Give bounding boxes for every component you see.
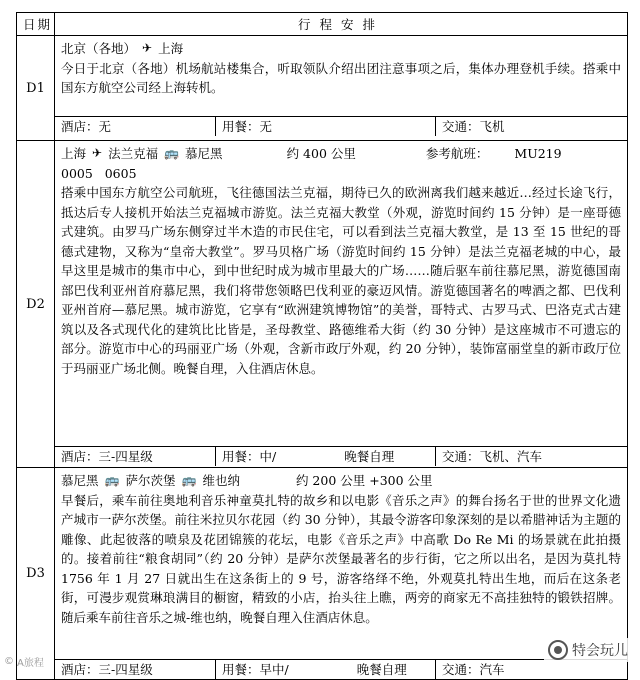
- day-content: [55, 468, 628, 680]
- route-a: 慕尼黑: [61, 473, 99, 488]
- meal-text: 用餐：早中/: [222, 662, 289, 677]
- watermark-right: [544, 638, 632, 662]
- transport-info: 交通：汽车: [435, 660, 627, 679]
- day-row-d3: [17, 468, 628, 680]
- day-meta: [55, 659, 627, 679]
- bus-icon: 🚌: [164, 146, 180, 160]
- meal-text: 用餐：中/: [222, 449, 277, 464]
- day-label: D3: [17, 468, 55, 680]
- header-row: [17, 13, 628, 36]
- route-b: 法兰克福: [108, 146, 159, 161]
- day-row-d1: [17, 36, 628, 141]
- header-day: 日期: [17, 13, 55, 36]
- flight-label: 参考航班：: [425, 146, 489, 161]
- route-c: 维也纳: [202, 473, 240, 488]
- route-line: [61, 471, 621, 491]
- day-row-d2: [17, 141, 628, 468]
- itinerary-table: [16, 12, 628, 680]
- route-line: [61, 144, 621, 164]
- route-distance: 约 400 公里: [286, 146, 356, 161]
- flight-number: MU219: [514, 146, 562, 161]
- route-line: [61, 39, 621, 59]
- day-description: 搭乘中国东方航空公司航班，飞往德国法兰克福，期待已久的欧洲离我们越来越近…经过长途飞行，抵达后专人接机开始法兰克福城市游览。法兰克福大教堂（外观，游览时间约 15 分钟）是一座哥德式建筑。由罗马广场东侧穿过半木造的市民住宅，可以看到法兰克福大教堂，是 13 至 15 世纪的哥德式建物，又称为“皇帝大教堂”。罗马贝格广场（游览时间约 15 分钟）是法兰克福老城的中心，最早这里是城市的集市中心，到中世纪时成为城市里最大的广场……随后驱车前往慕尼黑，游览德国南部巴伐利亚州首府慕尼黑，我们将带您领略巴伐利亚的豪迈风情。游览德国著名的啤酒之都、巴伐利亚州首府—慕尼黑。城市游览，它享有“欧洲建筑博物馆”的美誉，哥特式、古罗马式、巴洛克式古建筑以及各式现代化的建筑比比皆是，圣母教堂、路德维希大街（约 30 分钟）是这座城市不可遗忘的部分。游览市中心的玛丽亚广场（外观，含新市政厅外观，约 20 分钟），装饰富丽堂皇的新市政厅位于玛丽亚广场北侧。晚餐自理，入住酒店休息。: [61, 185, 621, 376]
- meal-text: 用餐：无: [222, 119, 273, 134]
- day-label: D1: [17, 36, 55, 141]
- wechat-logo-icon: [548, 640, 568, 660]
- bus-icon: 🚌: [104, 473, 120, 487]
- header-plan: 行程安排: [55, 13, 628, 36]
- day-description: 早餐后，乘车前往奥地利音乐神童莫扎特的故乡和以电影《音乐之声》的舞台扬名于世的世界文化遗产城市一萨尔茨堡。前往米拉贝尔花园（约 30 分钟），其最令游客印象深刻的是以希腊神话为主题的雕像、此起彼落的喷泉及花团锦簇的花坛，电影《音乐之声》中高歌 Do Re Mi 的场景就在此拍摄的。接着前往“粮食胡同”（约 20 分钟）是萨尔茨堡最著名的步行街，它之所以出名，是因为莫扎特 1756 年 1 月 27 日就出生在这条街上的 9 号，游客络绎不绝，外观莫扎特出生地，而后在这条老街，可漫步观赏琳琅满目的橱窗，精致的小店，抬头往上瞧，两旁的商家无不高挂独特的锻铁招牌。随后乘车前往音乐之城-维也纳，晚餐自理入住酒店休息。: [61, 492, 621, 625]
- plane-icon: ✈: [142, 41, 153, 55]
- route-a: 上海: [61, 146, 87, 161]
- hotel-info: 酒店：无: [61, 119, 112, 134]
- day-meta: [55, 446, 627, 466]
- route-from: 北京（各地）: [61, 41, 137, 56]
- meal-info: [215, 660, 435, 679]
- route-distance: 约 200 公里 +300 公里: [295, 473, 433, 488]
- route-to: 上海: [158, 41, 184, 56]
- hotel-info: 酒店：三-四星级: [61, 662, 153, 677]
- hotel-info: 酒店：三-四星级: [61, 449, 153, 464]
- day-description: 今日于北京（各地）机场航站楼集合，听取领队介绍出团注意事项之后，集体办理登机手续。搭乘中国东方航空公司经上海转机。: [61, 60, 621, 95]
- route-c: 慕尼黑: [185, 146, 223, 161]
- meal-info: [215, 447, 435, 466]
- copyright-icon: ©: [4, 656, 14, 667]
- bus-icon: 🚌: [181, 473, 197, 487]
- plane-icon: ✈: [92, 146, 103, 160]
- watermark-left: [4, 654, 44, 669]
- dinner-note: 晚餐自理: [356, 662, 407, 677]
- dinner-note: 晚餐自理: [344, 449, 395, 464]
- route-b: 萨尔茨堡: [125, 473, 176, 488]
- watermark-right-text: 特会玩儿: [572, 643, 628, 659]
- transport-info: 交通：飞机: [435, 117, 627, 136]
- day-content: [55, 141, 628, 468]
- day-content: [55, 36, 628, 141]
- meal-info: [215, 117, 435, 136]
- day-meta: [55, 116, 627, 136]
- day-label: D2: [17, 141, 55, 468]
- watermark-left-text: A旅程: [17, 658, 44, 669]
- flight-times: 0005 0605: [61, 165, 137, 181]
- transport-info: 交通：飞机、汽车: [435, 447, 627, 466]
